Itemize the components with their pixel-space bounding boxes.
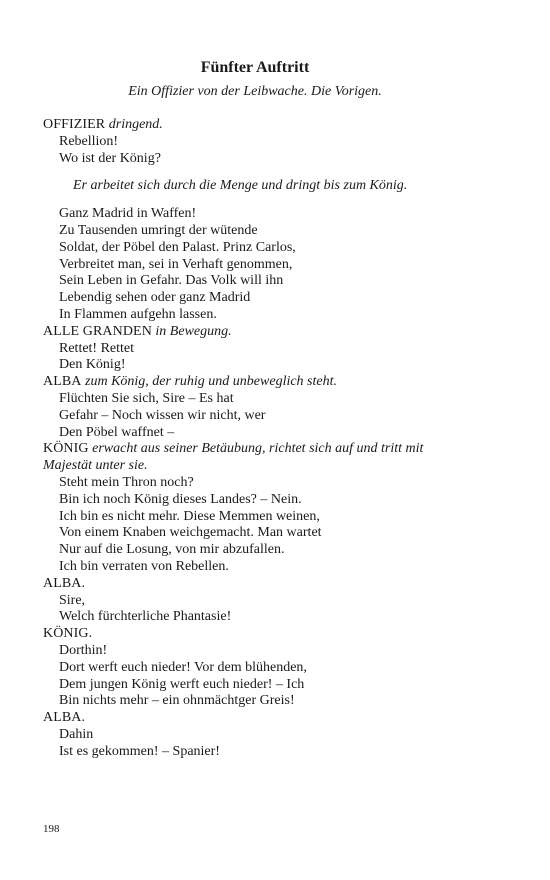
speaker-line — [43, 441, 483, 458]
stage-direction-inline: erwacht aus seiner Betäubung, richtet sich auf und tritt mit — [92, 441, 424, 457]
stage-direction: Er arbeitet sich durch die Menge und dringt bis zum König. — [73, 178, 408, 194]
verse-line: Bin nichts mehr – ein ohnmächtger Greis! — [59, 693, 295, 709]
verse-line: Sire, — [59, 592, 86, 608]
verse-line: Wo ist der König? — [59, 150, 161, 166]
speaker-line — [43, 374, 483, 391]
speaker-line — [43, 626, 483, 643]
speaker-line — [43, 710, 483, 727]
verse-line: Dort werft euch nieder! Vor dem blühenden, — [59, 659, 307, 675]
verse-line: Flüchten Sie sich, Sire – Es hat — [59, 390, 234, 406]
stage-direction-inline: in Bewegung. — [155, 323, 232, 339]
speaker-name: KÖNIG — [43, 441, 89, 457]
verse-line: Bin ich noch König dieses Landes? – Nein. — [59, 491, 302, 507]
scene-title: Fünfter Auftritt — [200, 59, 310, 76]
verse-line: Zu Tausenden umringt der wütende — [59, 222, 258, 238]
verse-line: In Flammen aufgehn lassen. — [59, 306, 217, 322]
stage-direction-continued: Majestät unter sie. — [43, 458, 148, 474]
stage-direction-inline: dringend. — [108, 117, 163, 132]
verse-line: Soldat, der Pöbel den Palast. Prinz Carlos, — [59, 239, 296, 255]
verse-line: Ist es gekommen! – Spanier! — [59, 743, 220, 759]
speaker-line — [43, 576, 483, 593]
verse-line: Nur auf die Losung, von mir abzufallen. — [59, 542, 285, 558]
verse-line: Den König! — [59, 357, 126, 373]
verse-line: Rettet! Rettet — [59, 340, 135, 356]
speaker-name: ALBA. — [43, 710, 86, 726]
page-number: 198 — [43, 823, 60, 835]
verse-line: Dem jungen König werft euch nieder! – Ich — [59, 676, 305, 692]
speaker-name: ALBA — [43, 374, 82, 390]
speaker-name: ALBA. — [43, 575, 86, 591]
verse-line: Rebellion! — [59, 133, 119, 149]
verse-line: Ich bin es nicht mehr. Diese Memmen weinen, — [59, 508, 320, 524]
verse-line: Steht mein Thron noch? — [59, 474, 194, 490]
speaker-name: ALLE GRANDEN — [43, 323, 152, 339]
scene-subtitle: Ein Offizier von der Leibwache. Die Vorigen. — [128, 84, 382, 99]
verse-line: Von einem Knaben weichgemacht. Man wartet — [59, 525, 322, 541]
verse-line: Dorthin! — [59, 642, 108, 658]
dialogue-text — [43, 117, 483, 760]
stage-direction-inline: zum König, der ruhig und unbeweglich steht. — [85, 374, 338, 390]
verse-line: Sein Leben in Gefahr. Das Volk will ihn — [59, 273, 284, 289]
speaker-line — [43, 117, 483, 134]
verse-line: Ich bin verraten von Rebellen. — [59, 558, 229, 574]
speaker-name: OFFIZIER — [43, 117, 106, 132]
verse-line: Welch fürchterliche Phantasie! — [59, 609, 232, 625]
verse-line: Dahin — [59, 726, 94, 742]
verse-line: Den Pöbel waffnet – — [59, 424, 175, 440]
verse-line: Gefahr – Noch wissen wir nicht, wer — [59, 407, 266, 423]
verse-line: Ganz Madrid in Waffen! — [59, 206, 197, 222]
verse-line: Verbreitet man, sei in Verhaft genommen, — [59, 256, 293, 272]
speaker-line — [43, 324, 483, 341]
verse-line: Lebendig sehen oder ganz Madrid — [59, 290, 251, 306]
speaker-name: KÖNIG. — [43, 626, 93, 642]
